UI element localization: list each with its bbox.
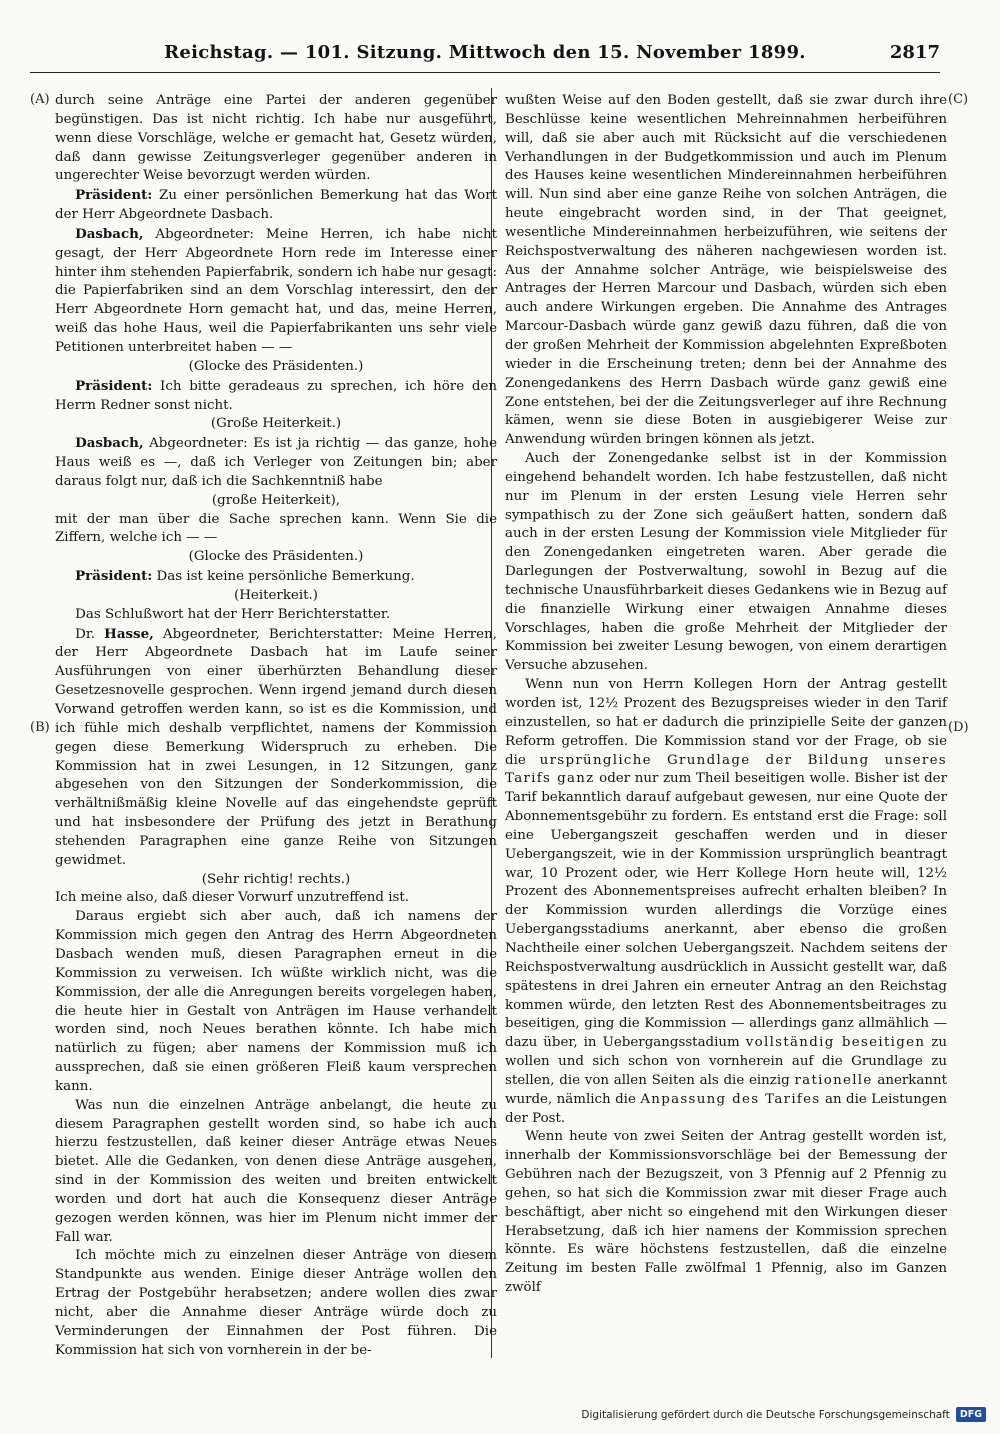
paragraph: Was nun die einzelnen Anträge anbelangt, die heute zu diesem Paragraphen gestellt worden sind, so habe ich auch hierzu festzustellen, daß keiner dieser Anträge etwas Neues bietet. Alle die Gedanken, von denen diese Anträge ausgehen, sind in der Kommission des weiten und breiten entwickelt worden und dort hat auch die Konsequenz dieser Anträge gezogen werden können, was hier im Plenum nicht immer der Fall war.	[55, 1097, 497, 1245]
paragraph	[55, 434, 497, 492]
emphasis-text: rationelle	[794, 1072, 873, 1088]
paragraph: Daraus ergiebt sich aber auch, daß ich namens der Kommission mich gegen den Antrag des Herrn Abgeordneten Dasbach wenden muß, diesen Paragraphen erneut in die Kommission zu verweisen. Ich wüßte wirklich nicht, was die Kommission, der alle die Anregungen bereits vorgelegen haben, die heute hier in Gestalt von Anträgen im Hause verhandelt worden sind, noch Neues berathen könnte. Ich habe mich natürlich zu fügen; aber namens der Kommission muß ich aussprechen, daß sie einen größeren Fleiß kaum versprechen kann.	[55, 909, 497, 1094]
paragraph	[55, 377, 497, 416]
paragraph: Auch der Zonengedanke selbst ist in der Kommission eingehend behandelt worden. Ich habe festzustellen, daß nicht nur im Plenum in der ersten Lesung viele Herren sehr sympathisch zu der Zone sich geäußert hatten, sondern daß auch in der ersten Lesung der Kommission viele Mitglieder für den Zonengedanken eingetreten waren. Aber gerade die Darlegungen der Postverwaltung, sowohl in Bezug auf die technische Unausführbarkeit dieses Gedankens wie in Bezug auf die finanzielle Wirkung einer etwaigen Annahme dieses Vorschlages, haben die große Mehrheit der Mitglieder der Kommission bei zweiter Lesung bewogen, von einem derartigen Versuche abzusehen.	[505, 451, 947, 674]
paragraph: mit der man über die Sache sprechen kann. Wenn Sie die Ziffern, welche ich — —	[55, 511, 497, 546]
stage-direction: (Glocke des Präsidenten.)	[188, 358, 364, 374]
paragraph	[505, 676, 947, 1128]
paragraph	[55, 225, 497, 358]
paragraph: Ich möchte mich zu einzelnen dieser Anträge von diesem Standpunkte aus wenden. Einige dieser Anträge wollen den Ertrag der Postgebühr herabsetzen; andere wollen dies zwar nicht, aber die Annahme dieser Anträge würde doch zu Verminderungen der Einnahmen der Post führen. Die Kommission hat sich von vornherein in der be-	[55, 1248, 497, 1358]
emphasis-text: vollständig beseitigen	[745, 1035, 926, 1051]
emphasis-text: ursprüngliche Grundlage der Bildung unseres Tarifs ganz	[505, 752, 947, 787]
speaker-name: Präsident:	[75, 568, 153, 585]
stage-direction: (Heiterkeit.)	[234, 587, 318, 603]
paragraph: Das Schlußwort hat der Herr Berichterstatter.	[75, 606, 391, 622]
paragraph: durch seine Anträge eine Partei der anderen gegenüber begünstigen. Das ist nicht richtig. Ich habe nur ausgeführt, wenn diese Vorschläge, welche er gemacht hat, Gesetz würden, daß dann gewisse Zeitungsverleger gegenüber anderen in ungerechter Weise bevorzugt werden würden.	[55, 93, 497, 184]
right-column	[505, 92, 947, 1298]
text-run: oder nur zum Theil beseitigen wolle. Bisher ist der Tarif bekanntlich darauf aufgebaut gewesen, nur eine Quote der Abonnementsgebühr zu fordern. Es entstand erst die Frage: soll eine Uebergangszeit geschaffen werden und in dieser Uebergangszeit, wie in der Kommission ursprünglich beantragt war, 10 Prozent oder, wie Herr Kollege Horn heute will, 12½ Prozent des Abonnementspreises aufrecht erhalten bleiben? In der Kommission wurden allerdings die Vorzüge eines Uebergangsstadiums anerkannt, aber ebenso die großen Nachtheile einer solchen Uebergangszeit. Nachdem seitens der Reichspostverwaltung ausdrücklich in Aussicht gestellt war, daß spätestens in drei Jahren ein erneuter Antrag an den Reichstag kommen würde, den letzten Rest des Abonnementsbeitrages zu beseitigen, ging die Kommission — allerdings ganz allmählich — dazu über, in Uebergangsstadium	[505, 771, 947, 1051]
speech-text: Zu einer persönlichen Bemerkung hat das Wort der Herr Abgeordnete Dasbach.	[55, 188, 497, 223]
stage-direction: (Glocke des Präsidenten.)	[188, 549, 364, 565]
footer-text: Digitalisierung gefördert durch die Deutsche Forschungsgemeinschaft	[581, 1408, 950, 1421]
text-run: anerkannt wurde, nämlich die	[505, 1072, 947, 1107]
speaker-name: Präsident:	[75, 187, 153, 204]
paragraph	[55, 625, 497, 871]
speech-text: Abgeordneter: Meine Herren, ich habe nicht gesagt, der Herr Abgeordnete Horn rede im Interesse einer hinter ihm stehenden Papierfabrik, sondern ich habe nur gesagt: die Papierfabriken sind an dem Vorschlag interessirt, den der Herr Abgeordnete Horn gemacht hat, und das, meine Herren, weiß das hohe Haus, weil die Papierfabrikanten uns sehr viele Petitionen unterbreitet haben — —	[55, 226, 497, 355]
speaker-name: Hasse,	[104, 625, 154, 642]
margin-marker-c: (C)	[948, 92, 969, 107]
speaker-name: Dasbach,	[75, 435, 144, 452]
stage-direction: (große Heiterkeit),	[211, 492, 341, 508]
margin-marker-b: (B)	[30, 720, 50, 735]
dfg-logo-icon: DFG	[956, 1407, 986, 1422]
speech-text: Ich bitte geradeaus zu sprechen, ich höre den Herrn Redner sonst nicht.	[55, 378, 497, 413]
footer-credit	[581, 1407, 986, 1422]
paragraph: wußten Weise auf den Boden gestellt, daß sie zwar durch ihre Beschlüsse keine wesentlichen Mehreinnahmen herbeiführen will, daß sie aber auch mit Rücksicht auf die verschiedenen Verhandlungen in der Budgetkommission und auch im Plenum des Hauses keine wesentlichen Mindereinnahmen herbeiführen will. Nun sind aber eine ganze Reihe von solchen Anträgen, die heute eingebracht worden sind, in der That geeignet, wesentliche Mindereinnahmen herbeizuführen, wie seitens der Reichspostverwaltung des näheren nachgewiesen worden ist. Aus der Annahme solcher Anträge, wie beispielsweise des Antrages der Herren Marcour und Dasbach, würden sich eben auch andere Wirkungen ergeben. Die Annahme des Antrages Marcour-Dasbach würde ganz gewiß dazu führen, daß die von der großen Mehrheit der Kommission abgelehnten Expreßboten wieder in die Erscheinung treten; denn bei der Annahme des Zonengedankens des Herrn Dasbach würde ganz gewiß eine Zone entstehen, bei der die Zeitungsverleger auf ihre Rechnung kämen, wenn sie diese Boten in ausgiebigerer Weise zur Anwendung würden bringen können als jetzt.	[505, 93, 947, 448]
speech-text: Das ist keine persönliche Bemerkung.	[152, 569, 415, 585]
margin-marker-d: (D)	[948, 720, 969, 735]
paragraph	[55, 186, 497, 225]
stage-direction: (Große Heiterkeit.)	[210, 416, 342, 432]
emphasis-text: Anpassung des Tarifes	[640, 1091, 821, 1107]
page-header	[30, 42, 940, 73]
speech-text: Abgeordneter, Berichterstatter: Meine Herren, der Herr Abgeordnete Dasbach hat im Laufe seiner Ausführungen von einer überhürzten Behandlung dieser Gesetzesnovelle gesprochen. Wenn irgend jemand durch diesen Vorwand getroffen werden kann, so ist es die Kommission, und ich fühle mich deshalb verpflichtet, namens der Kommission gegen diese Bemerkung Widerspruch zu erheben. Die Kommission hat in zwei Lesungen, in 12 Sitzungen, ganz abgesehen von den Sitzungen der Sonderkommission, die verhältnißmäßig kleine Novelle auf das eingehendste geprüft und hat insbesondere der Prüfung des jetzt in Berathung stehenden Paragraphen eine ganze Reihe von Sitzungen gewidmet.	[55, 626, 497, 868]
speech-text: Abgeordneter: Es ist ja richtig — das ganze, hohe Haus weiß es —, daß ich Verleger von Zeitungen bin; aber daraus folgt nur, daß ich die Sachkenntniß habe	[55, 436, 497, 489]
page-number: 2817	[889, 42, 940, 63]
speaker-title: Dr.	[75, 626, 105, 642]
margin-marker-a: (A)	[30, 92, 50, 107]
paragraph	[55, 567, 497, 587]
left-column	[55, 92, 497, 1361]
stage-direction: (Sehr richtig! rechts.)	[201, 871, 351, 887]
paragraph: Ich meine also, daß dieser Vorwurf unzutreffend ist.	[55, 890, 410, 906]
text-run: an die Leistungen der Post.	[505, 1091, 947, 1126]
text-run: Wenn nun von Herrn Kollegen Horn der Antrag gestellt worden ist, 12½ Prozent des Bezugspreises wieder in den Tarif einzustellen, so hat er dadurch die prinzipielle Seite der ganzen Reform getroffen. Die Kommission stand vor der Frage, ob sie die	[505, 677, 947, 768]
speaker-name: Präsident:	[75, 377, 153, 394]
speaker-name: Dasbach,	[75, 225, 144, 242]
text-run: zu wollen und sich schon von vornherein auf die Grundlage zu stellen, die von allen Seiten als die einzig	[505, 1035, 947, 1088]
paragraph: Wenn heute von zwei Seiten der Antrag gestellt worden ist, innerhalb der Kommissionsvorschläge bei der Bemessung der Gebühren nach der Bezugszeit, von 3 Pfennig auf 2 Pfennig zu gehen, so hat sich die Kommission zwar mit dieser Frage auch beschäftigt, aber nicht so eingehend mit den Wirkungen dieser Herabsetzung, daß ich hier namens der Kommission sprechen könnte. Es wäre höchstens festzustellen, daß die einzelne Zeitung im besten Falle zwölfmal 1 Pfennig, also im Ganzen zwölf	[505, 1129, 947, 1296]
running-title: Reichstag. — 101. Sitzung. Mittwoch den 15. November 1899.	[164, 42, 806, 63]
